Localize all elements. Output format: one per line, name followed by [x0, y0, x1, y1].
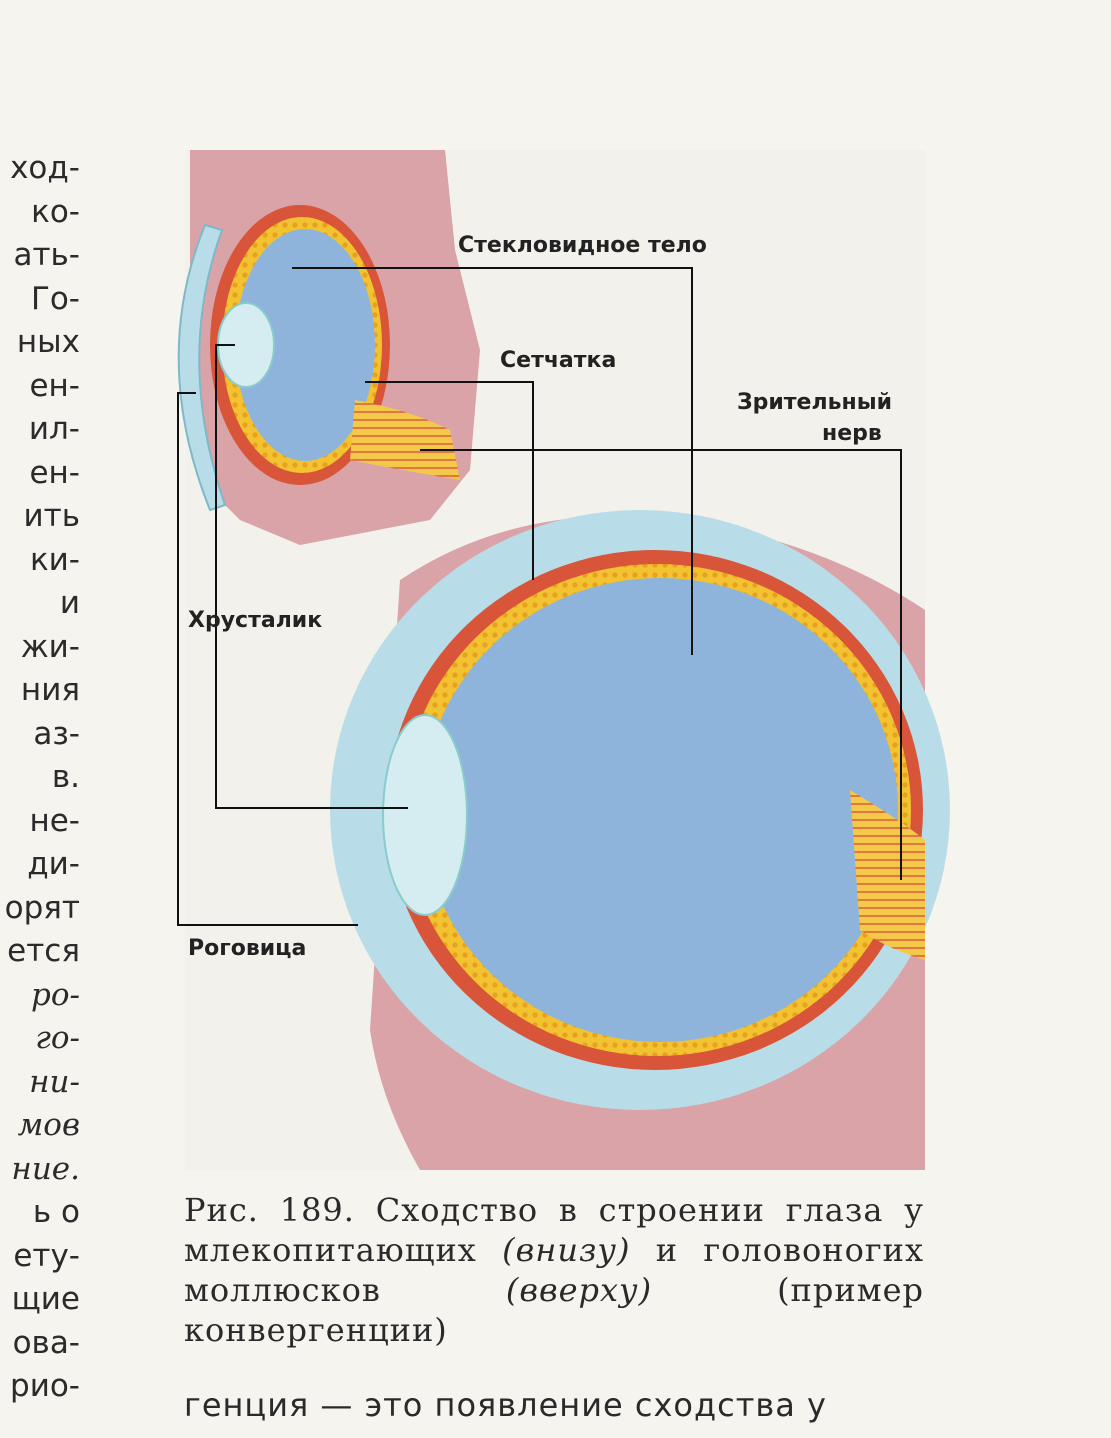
mammal-lens: [383, 715, 467, 915]
left-column-line: ова-: [12, 1324, 80, 1361]
left-column-line: ди-: [27, 846, 80, 882]
left-column-line: в.: [51, 759, 80, 795]
left-column-line: рио-: [10, 1368, 80, 1404]
left-column-line: ен-: [29, 367, 80, 404]
left-column-line: жи-: [20, 628, 80, 665]
caption-text-2: и головоногих моллюсков: [184, 1231, 924, 1309]
left-column-line: ко-: [31, 193, 80, 230]
left-column-line: ету-: [13, 1237, 80, 1274]
caption-above: (вверху): [505, 1271, 653, 1309]
mammal-vitreous: [422, 578, 898, 1042]
left-column-line: ни-: [29, 1063, 80, 1100]
label-retina: Сетчатка: [500, 348, 617, 373]
body-text-bottom: генция — это появление сходства у: [184, 1386, 827, 1424]
left-column-line: ния: [20, 672, 80, 708]
label-optic-nerve-line2: нерв: [822, 421, 882, 446]
left-column-line: ных: [16, 324, 80, 360]
left-column-line: аз-: [33, 715, 80, 752]
figure-caption: [184, 1190, 924, 1350]
left-column-line: ется: [7, 933, 80, 969]
label-optic-nerve-line1: Зрительный: [737, 390, 892, 415]
left-column-line: ь о: [32, 1194, 80, 1230]
left-column-line: Го-: [30, 280, 80, 317]
left-column-line: ние.: [11, 1150, 80, 1187]
left-column-line: ки-: [29, 541, 80, 578]
label-lens: Хрусталик: [188, 608, 323, 633]
left-column-line: и: [59, 585, 80, 621]
caption-below: (внизу): [502, 1231, 631, 1269]
left-column-line: ать-: [13, 237, 80, 273]
left-column-line: ил-: [28, 411, 80, 447]
left-column-line: го-: [35, 1020, 80, 1056]
left-column-line: мов: [17, 1107, 80, 1143]
label-cornea: Роговица: [188, 936, 307, 961]
left-column-line: щие: [11, 1281, 80, 1317]
left-column-line: ить: [23, 498, 80, 534]
left-column-line: ен-: [29, 454, 80, 491]
label-vitreous: Стекловидное тело: [458, 233, 707, 258]
left-column-line: не-: [29, 802, 80, 839]
left-column-line: орят: [4, 889, 80, 926]
cephalopod-eye: [179, 150, 480, 545]
mammal-eye: [330, 510, 950, 1170]
caption-text-3: (пример конвергенции): [184, 1271, 924, 1349]
left-column-line: ход-: [10, 150, 80, 186]
left-column-line: ро-: [31, 976, 80, 1013]
caption-text-1: Рис. 189. Сходство в строении глаза у млекопитающих: [184, 1191, 924, 1269]
